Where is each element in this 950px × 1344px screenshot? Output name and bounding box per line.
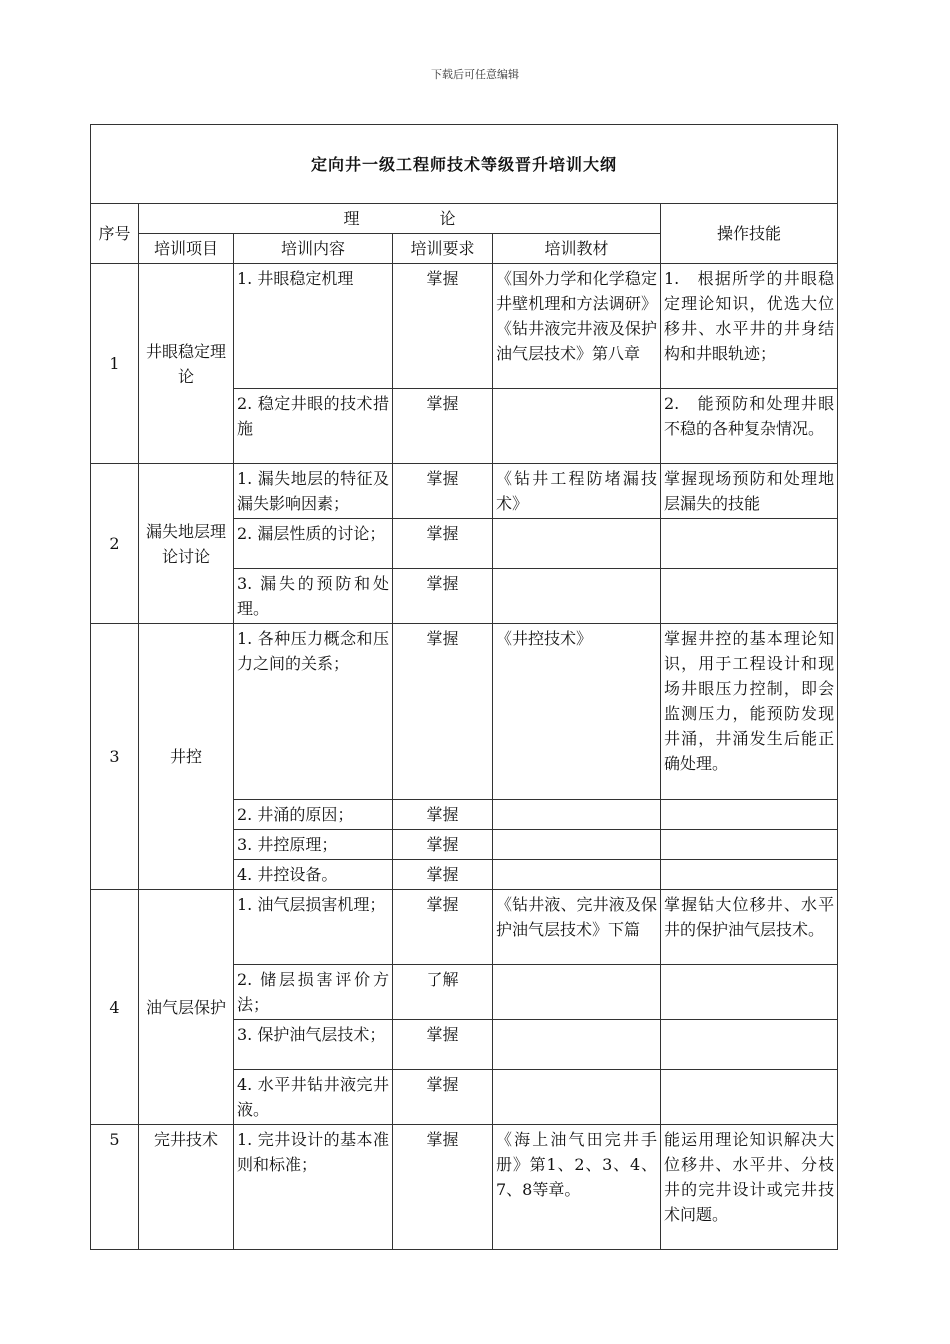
header-seq: 序号 xyxy=(91,204,139,264)
seq-cell: 5 xyxy=(91,1125,139,1250)
content-cell: 3. 井控原理； xyxy=(234,830,393,860)
item-cell: 井控 xyxy=(139,624,234,890)
skill-cell xyxy=(661,1020,838,1070)
item-cell: 井眼稳定理论 xyxy=(139,264,234,464)
requirement-cell: 掌握 xyxy=(393,830,493,860)
requirement-cell: 掌握 xyxy=(393,1125,493,1250)
skill-cell xyxy=(661,569,838,624)
material-cell: 《井控技术》 xyxy=(493,624,661,800)
material-cell: 《国外力学和化学稳定井壁机理和方法调研》《钻井液完井液及保护油气层技术》第八章 xyxy=(493,264,661,389)
content-cell: 2. 井涌的原因； xyxy=(234,800,393,830)
content-cell: 1. 各种压力概念和压力之间的关系； xyxy=(234,624,393,800)
requirement-cell: 掌握 xyxy=(393,569,493,624)
item-cell: 漏失地层理论讨论 xyxy=(139,464,234,624)
content-cell: 2. 漏层性质的讨论； xyxy=(234,519,393,569)
content-cell: 1. 漏失地层的特征及漏失影响因素； xyxy=(234,464,393,519)
content-cell: 3. 漏失的预防和处理。 xyxy=(234,569,393,624)
content-cell: 2. 储层损害评价方法； xyxy=(234,965,393,1020)
requirement-cell: 掌握 xyxy=(393,1070,493,1125)
header-requirement: 培训要求 xyxy=(393,234,493,264)
content-cell: 4. 水平井钻井液完井液。 xyxy=(234,1070,393,1125)
skill-cell xyxy=(661,860,838,890)
material-cell xyxy=(493,519,661,569)
material-cell xyxy=(493,965,661,1020)
table-row xyxy=(91,1125,838,1250)
skill-cell: 2. 能预防和处理井眼不稳的各种复杂情况。 xyxy=(661,389,838,464)
skill-cell xyxy=(661,519,838,569)
skill-cell: 1. 根据所学的井眼稳定理论知识，优选大位移井、水平井的井身结构和井眼轨迹； xyxy=(661,264,838,389)
header-content: 培训内容 xyxy=(234,234,393,264)
material-cell xyxy=(493,830,661,860)
requirement-cell: 掌握 xyxy=(393,800,493,830)
requirement-cell: 掌握 xyxy=(393,464,493,519)
header-skill: 操作技能 xyxy=(661,204,838,264)
requirement-cell: 掌握 xyxy=(393,389,493,464)
seq-cell: 4 xyxy=(91,890,139,1125)
document-title: 定向井一级工程师技术等级晋升培训大纲 xyxy=(91,125,838,204)
material-cell xyxy=(493,569,661,624)
requirement-cell: 了解 xyxy=(393,965,493,1020)
header-theory: 理 论 xyxy=(139,204,661,234)
material-cell: 《海上油气田完井手册》第1、2、3、4、7、8等章。 xyxy=(493,1125,661,1250)
requirement-cell: 掌握 xyxy=(393,519,493,569)
skill-cell xyxy=(661,830,838,860)
skill-cell xyxy=(661,965,838,1020)
content-cell: 1. 油气层损害机理； xyxy=(234,890,393,965)
table-row xyxy=(91,464,838,519)
seq-cell: 2 xyxy=(91,464,139,624)
requirement-cell: 掌握 xyxy=(393,890,493,965)
header-material: 培训教材 xyxy=(493,234,661,264)
item-cell: 完井技术 xyxy=(139,1125,234,1250)
material-cell xyxy=(493,1020,661,1070)
content-cell: 3. 保护油气层技术； xyxy=(234,1020,393,1070)
material-cell: 《钻井工程防堵漏技术》 xyxy=(493,464,661,519)
table-row xyxy=(91,890,838,965)
item-cell: 油气层保护 xyxy=(139,890,234,1125)
requirement-cell: 掌握 xyxy=(393,264,493,389)
skill-cell xyxy=(661,800,838,830)
training-outline-table xyxy=(90,124,838,1250)
material-cell xyxy=(493,860,661,890)
requirement-cell: 掌握 xyxy=(393,1020,493,1070)
header-item: 培训项目 xyxy=(139,234,234,264)
table-row xyxy=(91,624,838,800)
page-note: 下载后可任意编辑 xyxy=(431,68,519,81)
content-cell: 2. 稳定井眼的技术措施 xyxy=(234,389,393,464)
content-cell: 1. 井眼稳定机理 xyxy=(234,264,393,389)
material-cell xyxy=(493,800,661,830)
skill-cell: 掌握钻大位移井、水平井的保护油气层技术。 xyxy=(661,890,838,965)
requirement-cell: 掌握 xyxy=(393,860,493,890)
requirement-cell: 掌握 xyxy=(393,624,493,800)
skill-cell: 掌握现场预防和处理地层漏失的技能 xyxy=(661,464,838,519)
material-cell: 《钻井液、完井液及保护油气层技术》下篇 xyxy=(493,890,661,965)
skill-cell: 能运用理论知识解决大位移井、水平井、分枝井的完井设计或完井技术问题。 xyxy=(661,1125,838,1250)
content-cell: 4. 井控设备。 xyxy=(234,860,393,890)
seq-cell: 1 xyxy=(91,264,139,464)
seq-cell: 3 xyxy=(91,624,139,890)
material-cell xyxy=(493,1070,661,1125)
content-cell: 1. 完井设计的基本准则和标准； xyxy=(234,1125,393,1250)
material-cell xyxy=(493,389,661,464)
table-row xyxy=(91,264,838,389)
skill-cell: 掌握井控的基本理论知识，用于工程设计和现场井眼压力控制，即会监测压力，能预防发现井涌，井涌发生后能正确处理。 xyxy=(661,624,838,800)
skill-cell xyxy=(661,1070,838,1125)
